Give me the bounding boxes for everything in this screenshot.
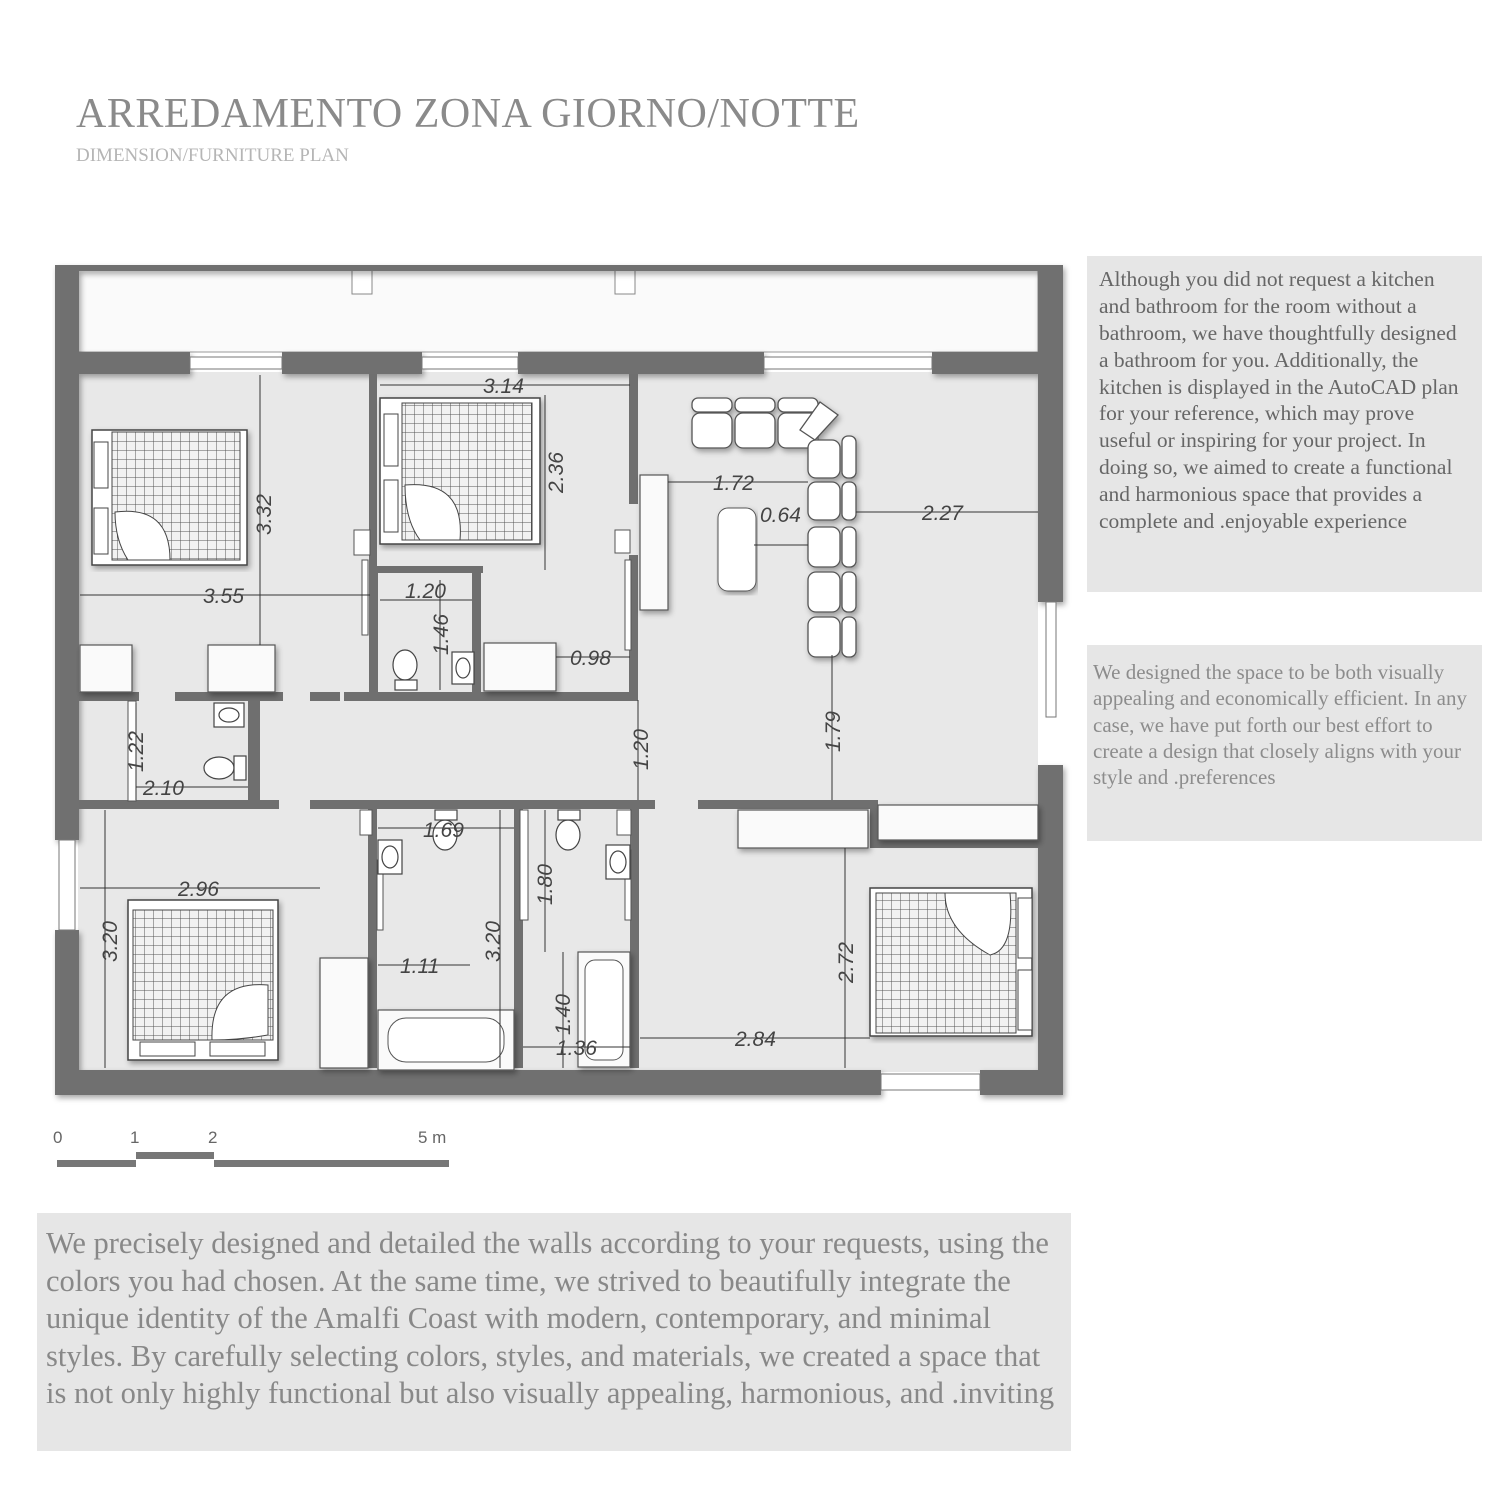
dimension-label: 3.55: [203, 585, 244, 608]
dimension-label: 2.36: [545, 452, 568, 493]
bed: [870, 888, 1032, 1036]
note-design-efficiency: We designed the space to be both visually appealing and economically efficient. In any case, we have put forth our best effort to create a design that closely aligns with your style and .preferences: [1087, 645, 1482, 841]
bed: [92, 430, 247, 565]
scale-bar: [57, 1152, 449, 1167]
dimension-label: 3.14: [483, 375, 524, 398]
note-kitchen-bathroom: Although you did not request a kitchen and bathroom for the room without a bathroom, we have thoughtfully designed a bathroom for you. Additionally, the kitchen is displayed in the AutoCAD plan for your reference, which may prove useful or inspiring for your project. In doing so, we aimed to create a functional and harmonious space that provides a complete and .enjoyable experience: [1087, 256, 1482, 592]
dimension-label: 2.10: [143, 777, 184, 800]
dimension-label: 1.20: [405, 580, 446, 603]
dimension-label: 3.20: [99, 921, 122, 962]
page-title: ARREDAMENTO ZONA GIORNO/NOTTE: [76, 91, 860, 137]
balcony-column: [352, 270, 372, 294]
scale-label: 2: [208, 1128, 218, 1147]
dimension-label: 3.20: [482, 921, 505, 962]
dimension-label: 1.40: [552, 994, 575, 1035]
dimension-label: 0.98: [570, 647, 611, 670]
balcony: [78, 270, 1038, 352]
dimension-label: 1.46: [430, 614, 453, 655]
dimension-label: 1.80: [534, 864, 557, 905]
note-walls-colors: We precisely designed and detailed the walls according to your requests, using the colors you had chosen. At the same time, we strived to beautifully integrate the unique identity of the Amalfi Coast with modern, contemporary, and minimal styles. By carefully selecting colors, styles, and materials, we created a space that is not only highly functional but also visually appealing, harmonious, and .inviting: [37, 1213, 1071, 1451]
dimension-label: 2.72: [835, 942, 858, 983]
bathtub: [388, 1018, 504, 1062]
balcony-column: [615, 270, 635, 294]
scale-label: 5 m: [418, 1128, 447, 1147]
scale-label: 1: [130, 1128, 140, 1147]
page-subtitle: DIMENSION/FURNITURE PLAN: [76, 145, 349, 166]
dimension-label: 1.22: [125, 731, 148, 772]
coffee-table: [718, 508, 756, 591]
dimension-label: 1.79: [822, 711, 845, 752]
dimension-label: 2.84: [735, 1028, 776, 1051]
bed: [380, 398, 540, 544]
dimension-label: 1.69: [423, 819, 464, 842]
dimension-label: 2.27: [922, 502, 963, 525]
scale-label: 0: [53, 1128, 63, 1147]
dimension-label: 3.32: [253, 494, 276, 535]
dimension-label: 1.36: [556, 1037, 597, 1060]
dimension-label: 1.11: [400, 955, 440, 978]
dimension-label: 2.96: [178, 878, 219, 901]
dimension-label: 1.72: [713, 472, 754, 495]
bed: [128, 900, 278, 1060]
dimension-label: 1.20: [630, 729, 653, 770]
dimension-label: 0.64: [760, 504, 801, 527]
